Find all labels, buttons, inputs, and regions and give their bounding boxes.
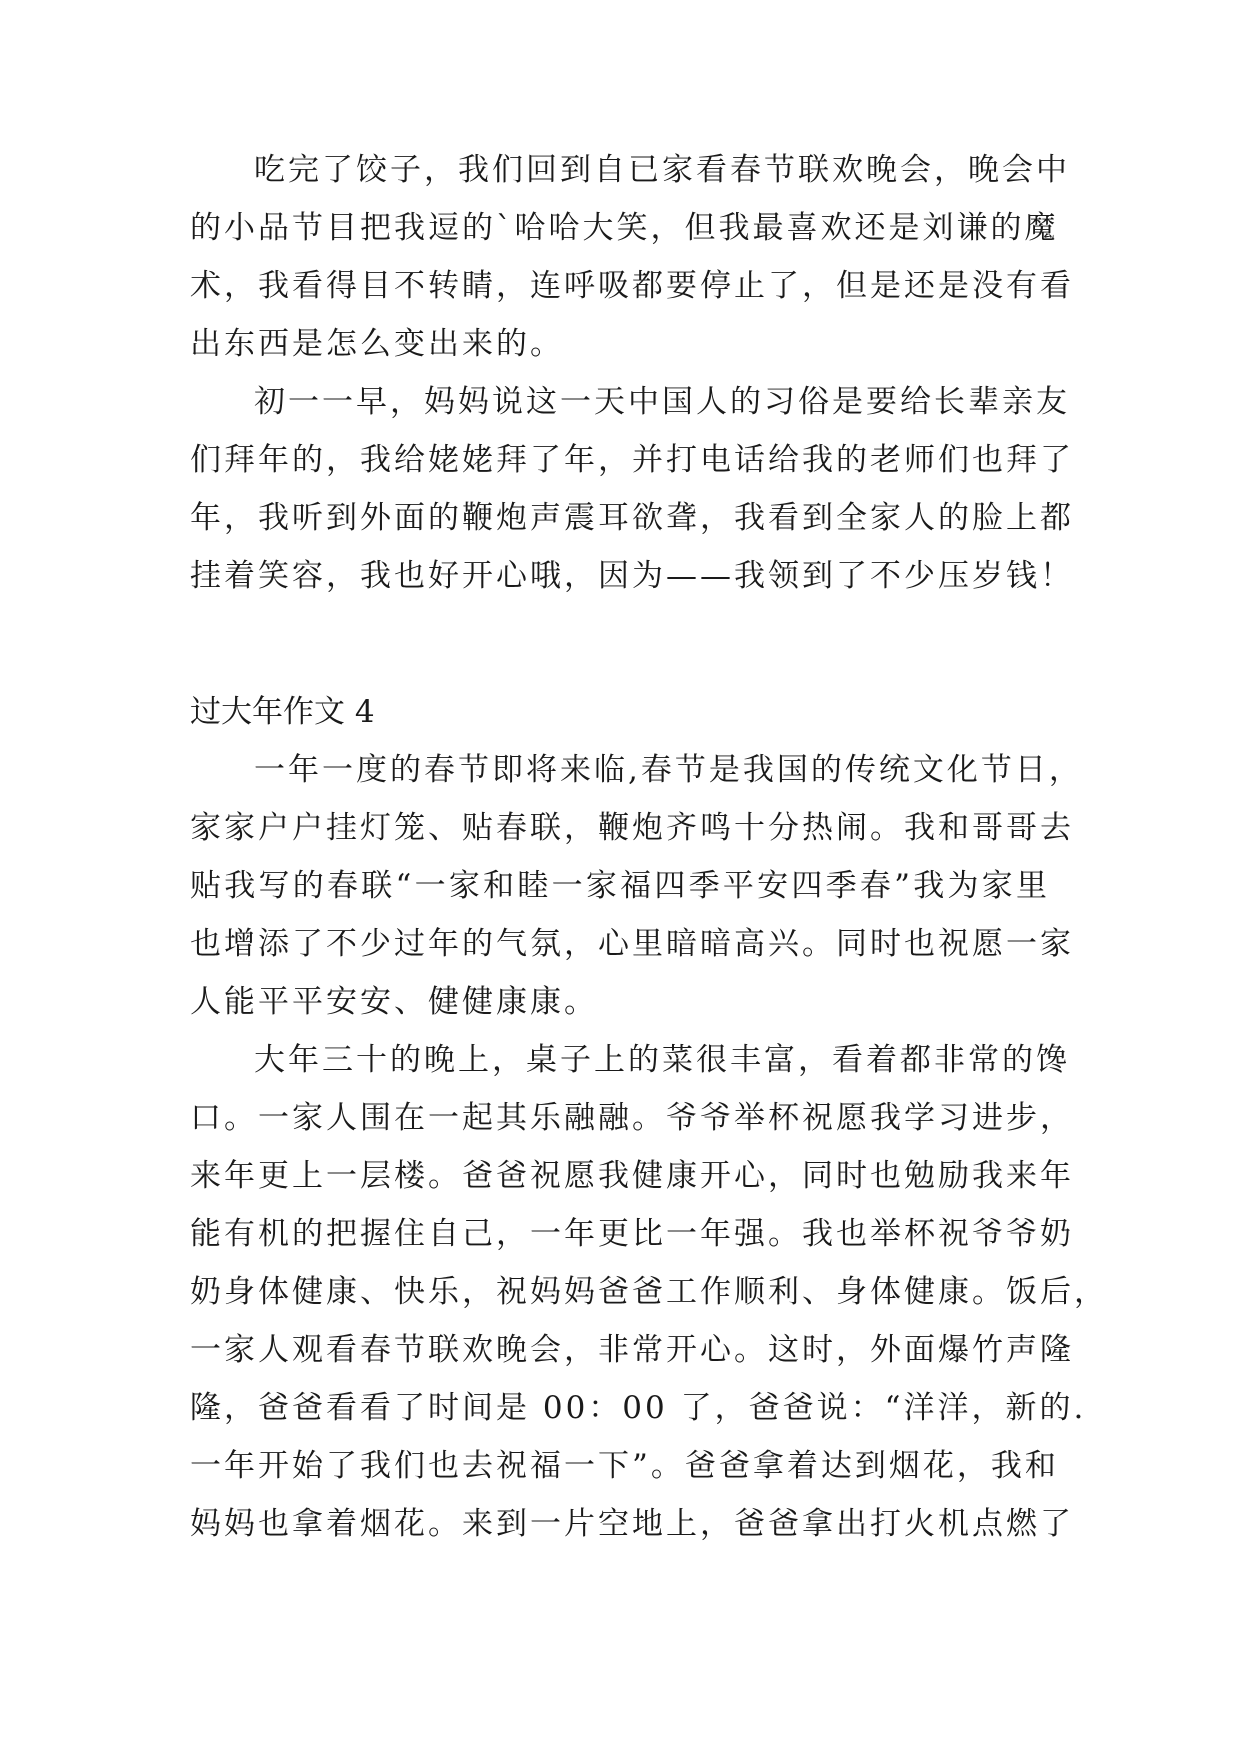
paragraph	[190, 373, 1074, 605]
text-line: 贴我写的春联“一家和睦一家福四季平安四季春”我为家里	[190, 868, 1050, 904]
text-line: 年，我听到外面的鞭炮声震耳欲聋，我看到全家人的脸上都	[190, 500, 1074, 536]
text-line: 大年三十的晚上，桌子上的菜很丰富，看着都非常的馋	[254, 1042, 1070, 1078]
text-line: 吃完了饺子，我们回到自已家看春节联欢晚会，晚会中	[254, 152, 1070, 188]
paragraph	[190, 141, 1074, 373]
text-line: 口。一家人围在一起其乐融融。爷爷举杯祝愿我学习进步，	[190, 1100, 1074, 1136]
paragraph	[190, 1031, 1108, 1553]
section-1	[190, 141, 1074, 605]
text-line: 一家人观看春节联欢晚会，非常开心。这时，外面爆竹声隆	[190, 1332, 1074, 1368]
text-line: 一年开始了我们也去祝福一下”。爸爸拿着达到烟花，我和	[190, 1448, 1059, 1484]
text-line: 出东西是怎么变出来的。	[190, 326, 564, 362]
text-line: 术，我看得目不转睛，连呼吸都要停止了，但是还是没有看	[190, 268, 1074, 304]
section-heading: 过大年作文 4	[190, 694, 375, 730]
section-2	[190, 741, 1108, 1553]
text-line: 家家户户挂灯笼、贴春联，鞭炮齐鸣十分热闹。我和哥哥去	[190, 810, 1074, 846]
text-line: 一年一度的春节即将来临,春节是我国的传统文化节日，	[254, 752, 1083, 788]
text-line: 隆，爸爸看看了时间是 00：00 了，爸爸说：“洋洋，新的.	[190, 1390, 1087, 1426]
text-line: 的小品节目把我逗的`哈哈大笑，但我最喜欢还是刘谦的魔	[190, 210, 1059, 246]
text-line: 来年更上一层楼。爸爸祝愿我健康开心，同时也勉励我来年	[190, 1158, 1074, 1194]
text-line: 能有机的把握住自己，一年更比一年强。我也举杯祝爷爷奶	[190, 1216, 1074, 1252]
text-line: 也增添了不少过年的气氛，心里暗暗高兴。同时也祝愿一家	[190, 926, 1074, 962]
text-line: 奶身体健康、快乐，祝妈妈爸爸工作顺利、身体健康。饭后，	[190, 1274, 1108, 1310]
text-line: 挂着笑容，我也好开心哦，因为——我领到了不少压岁钱！	[190, 558, 1074, 594]
text-line: 初一一早，妈妈说这一天中国人的习俗是要给长辈亲友	[254, 384, 1070, 420]
text-line: 人能平平安安、健健康康。	[190, 984, 598, 1020]
paragraph	[190, 741, 1083, 1031]
text-line: 们拜年的，我给姥姥拜了年，并打电话给我的老师们也拜了	[190, 442, 1074, 478]
text-line: 妈妈也拿着烟花。来到一片空地上，爸爸拿出打火机点燃了	[190, 1506, 1074, 1542]
